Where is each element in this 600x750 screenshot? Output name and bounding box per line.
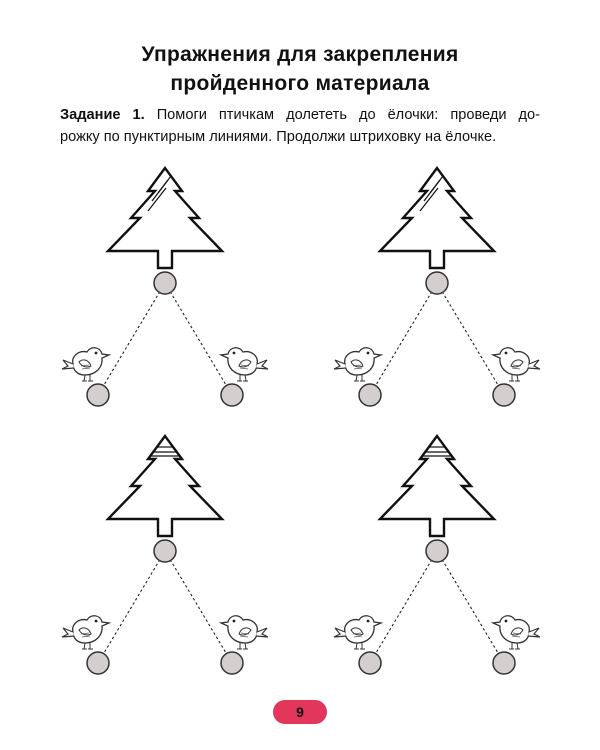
title-line-1: Упражнения для закрепления: [141, 43, 459, 66]
tree-group-bottom-right: [334, 436, 540, 674]
title-line-2: пройденного материала: [170, 72, 430, 95]
task-line-2: рожку по пунктирным линиями. Продолжи штриховку на ёлочке.: [60, 129, 497, 145]
page-number: 9: [296, 704, 304, 720]
task-label: Задание 1.: [60, 107, 145, 123]
task-line-1: Помоги птичкам долететь до ёлочки: проведи до-: [156, 107, 540, 123]
page-number-badge: [273, 700, 327, 724]
tree-group-top-left: [62, 168, 268, 406]
tree-group-top-right: [334, 168, 540, 406]
tree-group-bottom-left: [62, 436, 268, 674]
